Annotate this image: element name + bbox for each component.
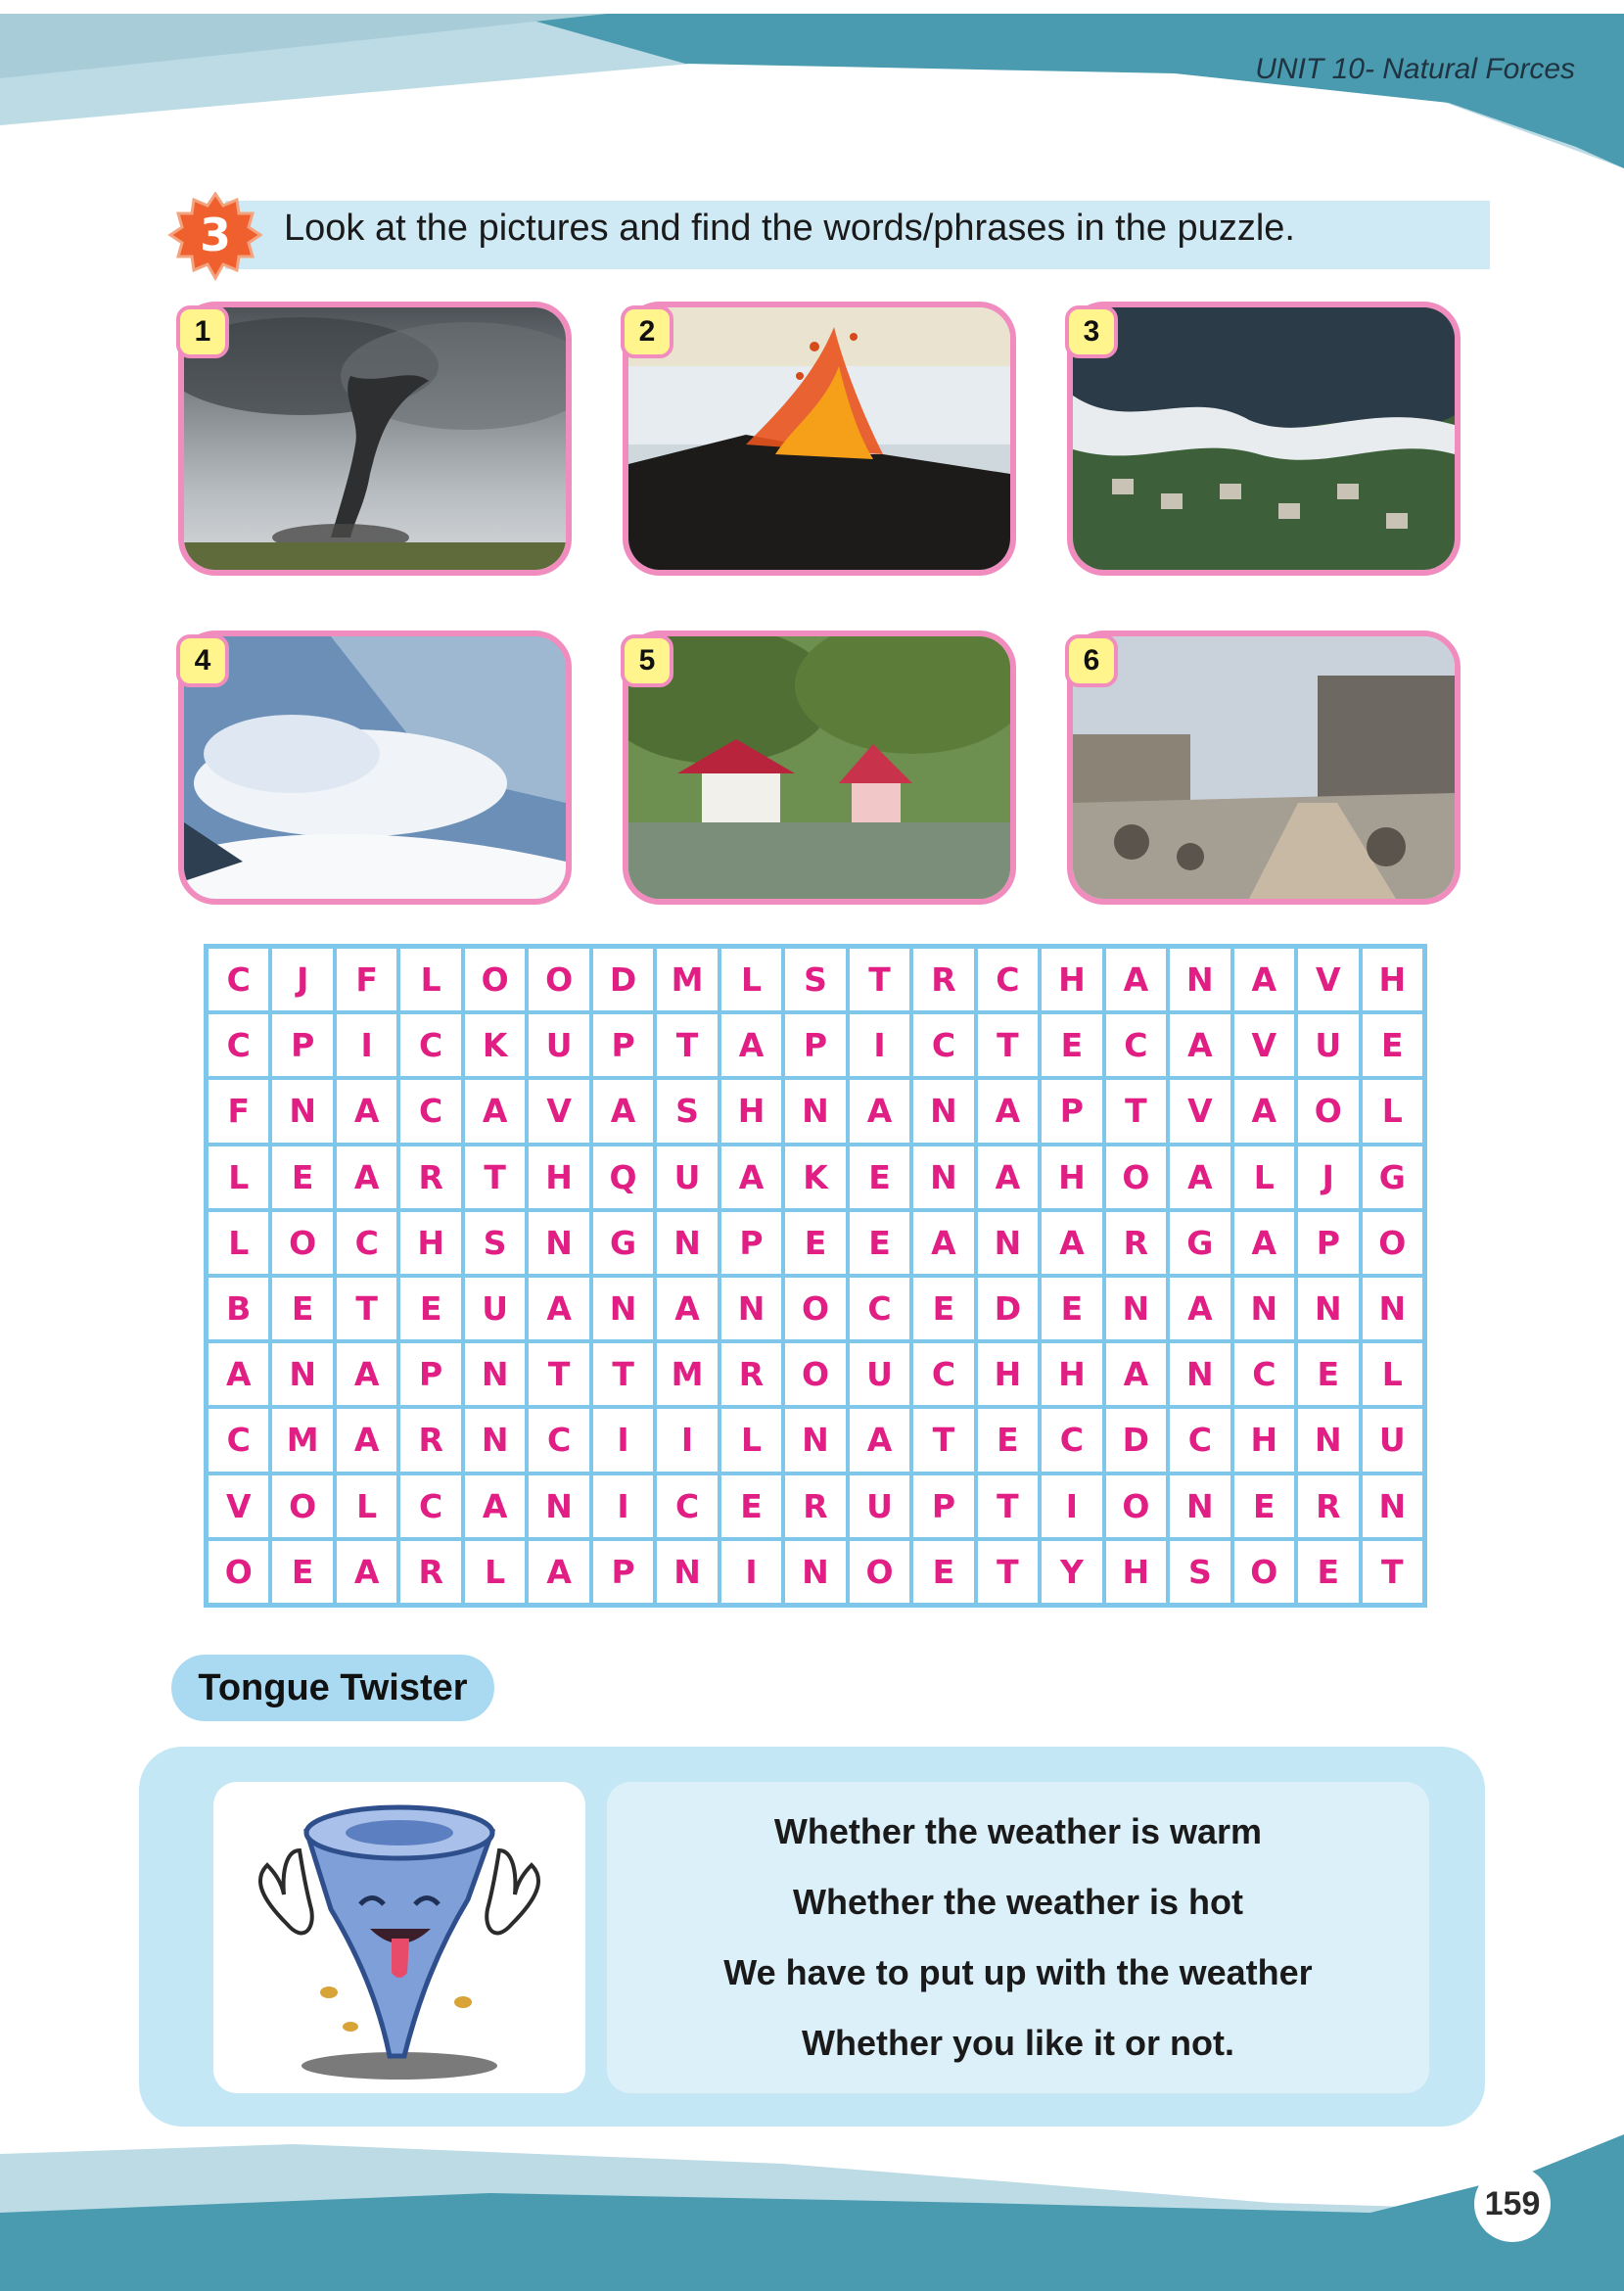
puzzle-cell: C (911, 1341, 975, 1407)
puzzle-cell: H (1040, 1145, 1103, 1210)
puzzle-cell: G (1361, 1145, 1424, 1210)
puzzle-cell: R (398, 1145, 462, 1210)
puzzle-cell: I (591, 1473, 655, 1539)
puzzle-cell: P (1040, 1078, 1103, 1144)
puzzle-cell: T (655, 1012, 719, 1078)
puzzle-cell: E (1296, 1539, 1360, 1605)
puzzle-cell: V (527, 1078, 590, 1144)
puzzle-cell: G (1168, 1210, 1231, 1276)
puzzle-cell: H (1361, 947, 1424, 1012)
tongue-twister-line-3: We have to put up with the weather (723, 1952, 1313, 1992)
puzzle-cell: F (335, 947, 398, 1012)
puzzle-cell: A (335, 1407, 398, 1473)
puzzle-cell: H (398, 1210, 462, 1276)
puzzle-cell: N (719, 1276, 783, 1341)
puzzle-cell: U (1361, 1407, 1424, 1473)
puzzle-cell: O (463, 947, 527, 1012)
puzzle-cell: C (1232, 1341, 1296, 1407)
puzzle-cell: A (911, 1210, 975, 1276)
puzzle-cell: C (655, 1473, 719, 1539)
puzzle-cell: N (463, 1341, 527, 1407)
puzzle-cell: L (1232, 1145, 1296, 1210)
puzzle-cell: A (335, 1341, 398, 1407)
puzzle-cell: R (719, 1341, 783, 1407)
puzzle-cell: H (719, 1078, 783, 1144)
puzzle-cell: E (1361, 1012, 1424, 1078)
picture-number-1: 1 (176, 305, 229, 358)
puzzle-cell: R (398, 1407, 462, 1473)
puzzle-cell: C (398, 1012, 462, 1078)
puzzle-cell: N (270, 1341, 334, 1407)
puzzle-cell: A (1232, 1078, 1296, 1144)
puzzle-cell: N (976, 1210, 1040, 1276)
puzzle-cell: P (398, 1341, 462, 1407)
puzzle-cell: O (270, 1473, 334, 1539)
puzzle-cell: T (463, 1145, 527, 1210)
puzzle-cell: E (848, 1145, 911, 1210)
puzzle-cell: L (207, 1145, 270, 1210)
puzzle-cell: N (1168, 1473, 1231, 1539)
puzzle-cell: O (1104, 1473, 1168, 1539)
puzzle-cell: A (463, 1473, 527, 1539)
tornado-photo-icon (184, 307, 566, 570)
puzzle-cell: R (1104, 1210, 1168, 1276)
puzzle-cell: A (591, 1078, 655, 1144)
puzzle-cell: E (1040, 1276, 1103, 1341)
puzzle-cell: N (1168, 947, 1231, 1012)
puzzle-cell: R (398, 1539, 462, 1605)
puzzle-cell: H (1040, 947, 1103, 1012)
puzzle-cell: N (463, 1407, 527, 1473)
header-band (0, 0, 1624, 186)
puzzle-cell: N (655, 1539, 719, 1605)
puzzle-cell: E (1040, 1012, 1103, 1078)
puzzle-cell: N (1361, 1276, 1424, 1341)
puzzle-cell: M (655, 1341, 719, 1407)
puzzle-cell: C (911, 1012, 975, 1078)
puzzle-cell: U (848, 1473, 911, 1539)
puzzle-cell: A (1168, 1145, 1231, 1210)
puzzle-cell: C (976, 947, 1040, 1012)
puzzle-cell: A (335, 1145, 398, 1210)
tongue-twister-line-2: Whether the weather is hot (792, 1882, 1244, 1922)
puzzle-cell: M (270, 1407, 334, 1473)
puzzle-cell: C (335, 1210, 398, 1276)
puzzle-cell: N (1104, 1276, 1168, 1341)
exercise-instruction: Look at the pictures and find the words/phrases in the puzzle. (284, 208, 1295, 249)
picture-4-card (178, 631, 572, 905)
puzzle-cell: R (783, 1473, 847, 1539)
puzzle-cell: O (1104, 1145, 1168, 1210)
puzzle-cell: N (655, 1210, 719, 1276)
puzzle-cell: C (848, 1276, 911, 1341)
puzzle-cell: Y (1040, 1539, 1103, 1605)
puzzle-cell: C (1104, 1012, 1168, 1078)
puzzle-cell: C (1168, 1407, 1231, 1473)
puzzle-cell: D (1104, 1407, 1168, 1473)
puzzle-cell: T (335, 1276, 398, 1341)
puzzle-cell: N (911, 1145, 975, 1210)
puzzle-cell: C (207, 1012, 270, 1078)
puzzle-cell: C (207, 947, 270, 1012)
puzzle-cell: L (1361, 1341, 1424, 1407)
puzzle-cell: L (207, 1210, 270, 1276)
puzzle-cell: V (1296, 947, 1360, 1012)
puzzle-grid (204, 944, 1427, 1608)
puzzle-cell: A (655, 1276, 719, 1341)
puzzle-cell: L (719, 1407, 783, 1473)
puzzle-cell: O (1361, 1210, 1424, 1276)
puzzle-cell: I (848, 1012, 911, 1078)
puzzle-cell: V (1168, 1078, 1231, 1144)
flood-photo-icon (628, 636, 1010, 899)
picture-5-card (623, 631, 1016, 905)
puzzle-cell: U (848, 1341, 911, 1407)
puzzle-cell: L (398, 947, 462, 1012)
puzzle-cell: A (1104, 947, 1168, 1012)
puzzle-cell: P (1296, 1210, 1360, 1276)
picture-number-4: 4 (176, 634, 229, 687)
puzzle-cell: R (1296, 1473, 1360, 1539)
puzzle-cell: P (719, 1210, 783, 1276)
puzzle-cell: A (1168, 1012, 1231, 1078)
puzzle-cell: F (207, 1078, 270, 1144)
puzzle-cell: N (527, 1473, 590, 1539)
puzzle-cell: V (1232, 1012, 1296, 1078)
puzzle-cell: O (783, 1276, 847, 1341)
puzzle-cell: N (783, 1407, 847, 1473)
puzzle-cell: N (527, 1210, 590, 1276)
puzzle-cell: Q (591, 1145, 655, 1210)
puzzle-cell: C (207, 1407, 270, 1473)
puzzle-cell: O (1296, 1078, 1360, 1144)
puzzle-cell: N (270, 1078, 334, 1144)
tongue-twister-label: Tongue Twister (171, 1655, 494, 1721)
puzzle-cell: T (911, 1407, 975, 1473)
avalanche-photo-icon (184, 636, 566, 899)
puzzle-cell: S (783, 947, 847, 1012)
page-number: 159 (1474, 2166, 1551, 2242)
puzzle-cell: I (591, 1407, 655, 1473)
puzzle-cell: K (783, 1145, 847, 1210)
exercise-number-badge (157, 192, 274, 284)
puzzle-cell: H (976, 1341, 1040, 1407)
puzzle-cell: L (463, 1539, 527, 1605)
puzzle-cell: P (591, 1539, 655, 1605)
picture-number-6: 6 (1065, 634, 1118, 687)
tornado-mascot-icon (213, 1782, 585, 2093)
puzzle-cell: A (1168, 1276, 1231, 1341)
puzzle-cell: T (1104, 1078, 1168, 1144)
puzzle-cell: O (207, 1539, 270, 1605)
puzzle-cell: T (1361, 1539, 1424, 1605)
puzzle-cell: P (270, 1012, 334, 1078)
puzzle-cell: T (591, 1341, 655, 1407)
puzzle-cell: O (527, 947, 590, 1012)
picture-2-card (623, 302, 1016, 576)
puzzle-cell: A (1104, 1341, 1168, 1407)
puzzle-cell: P (591, 1012, 655, 1078)
puzzle-cell: A (1232, 1210, 1296, 1276)
puzzle-cell: R (911, 947, 975, 1012)
puzzle-cell: H (1040, 1341, 1103, 1407)
puzzle-cell: N (911, 1078, 975, 1144)
puzzle-cell: A (1232, 947, 1296, 1012)
picture-number-3: 3 (1065, 305, 1118, 358)
tongue-twister-text-box (607, 1782, 1429, 2093)
puzzle-cell: L (719, 947, 783, 1012)
puzzle-cell: C (398, 1473, 462, 1539)
puzzle-cell: O (783, 1341, 847, 1407)
puzzle-cell: A (848, 1407, 911, 1473)
puzzle-cell: N (1168, 1341, 1231, 1407)
puzzle-cell: E (398, 1276, 462, 1341)
puzzle-cell: E (270, 1276, 334, 1341)
puzzle-cell: N (1296, 1407, 1360, 1473)
picture-1-card (178, 302, 572, 576)
puzzle-cell: H (527, 1145, 590, 1210)
puzzle-cell: C (527, 1407, 590, 1473)
puzzle-cell: S (655, 1078, 719, 1144)
puzzle-cell: U (527, 1012, 590, 1078)
puzzle-cell: T (527, 1341, 590, 1407)
puzzle-cell: N (783, 1539, 847, 1605)
puzzle-cell: V (207, 1473, 270, 1539)
puzzle-cell: N (591, 1276, 655, 1341)
word-search-puzzle (204, 944, 1427, 1608)
puzzle-cell: A (848, 1078, 911, 1144)
puzzle-cell: I (1040, 1473, 1103, 1539)
picture-6-card (1067, 631, 1461, 905)
tsunami-wave-photo-icon (1073, 307, 1455, 570)
puzzle-cell: I (655, 1407, 719, 1473)
puzzle-cell: J (1296, 1145, 1360, 1210)
puzzle-cell: H (1104, 1539, 1168, 1605)
puzzle-cell: A (527, 1539, 590, 1605)
exercise-number: 3 (199, 209, 232, 261)
puzzle-cell: U (1296, 1012, 1360, 1078)
puzzle-cell: E (783, 1210, 847, 1276)
puzzle-cell: C (1040, 1407, 1103, 1473)
volcano-eruption-photo-icon (628, 307, 1010, 570)
puzzle-cell: E (719, 1473, 783, 1539)
puzzle-cell: K (463, 1012, 527, 1078)
puzzle-cell: E (976, 1407, 1040, 1473)
tongue-twister-line-1: Whether the weather is warm (773, 1811, 1263, 1851)
puzzle-cell: E (1296, 1341, 1360, 1407)
puzzle-cell: S (1168, 1539, 1231, 1605)
puzzle-cell: M (655, 947, 719, 1012)
puzzle-cell: L (335, 1473, 398, 1539)
puzzle-cell: O (1232, 1539, 1296, 1605)
picture-number-2: 2 (621, 305, 673, 358)
puzzle-cell: O (848, 1539, 911, 1605)
picture-3-card (1067, 302, 1461, 576)
puzzle-cell: A (335, 1539, 398, 1605)
puzzle-cell: I (335, 1012, 398, 1078)
tongue-twister-line-4: Whether you like it or not. (801, 2023, 1235, 2063)
puzzle-cell: A (463, 1078, 527, 1144)
puzzle-cell: A (976, 1078, 1040, 1144)
tornado-mascot-card (213, 1782, 585, 2093)
puzzle-cell: B (207, 1276, 270, 1341)
puzzle-cell: A (1040, 1210, 1103, 1276)
puzzle-cell: A (719, 1145, 783, 1210)
puzzle-cell: E (911, 1539, 975, 1605)
puzzle-cell: N (1296, 1276, 1360, 1341)
puzzle-cell: D (976, 1276, 1040, 1341)
puzzle-cell: J (270, 947, 334, 1012)
puzzle-cell: O (270, 1210, 334, 1276)
puzzle-cell: P (783, 1012, 847, 1078)
puzzle-cell: T (976, 1473, 1040, 1539)
puzzle-cell: A (976, 1145, 1040, 1210)
puzzle-cell: E (848, 1210, 911, 1276)
puzzle-cell: N (1361, 1473, 1424, 1539)
puzzle-cell: L (1361, 1078, 1424, 1144)
puzzle-cell: N (1232, 1276, 1296, 1341)
puzzle-cell: A (719, 1012, 783, 1078)
unit-title: UNIT 10- Natural Forces (1255, 53, 1575, 85)
earthquake-ruins-photo-icon (1073, 636, 1455, 899)
puzzle-cell: A (207, 1341, 270, 1407)
footer-band (0, 2134, 1624, 2291)
puzzle-cell: N (783, 1078, 847, 1144)
picture-number-5: 5 (621, 634, 673, 687)
puzzle-cell: U (655, 1145, 719, 1210)
puzzle-cell: A (527, 1276, 590, 1341)
puzzle-cell: T (976, 1539, 1040, 1605)
puzzle-cell: T (976, 1012, 1040, 1078)
puzzle-cell: C (398, 1078, 462, 1144)
puzzle-cell: E (270, 1145, 334, 1210)
puzzle-cell: S (463, 1210, 527, 1276)
puzzle-cell: D (591, 947, 655, 1012)
puzzle-cell: T (848, 947, 911, 1012)
puzzle-cell: P (911, 1473, 975, 1539)
puzzle-cell: H (1232, 1407, 1296, 1473)
puzzle-cell: A (335, 1078, 398, 1144)
puzzle-cell: I (719, 1539, 783, 1605)
puzzle-cell: E (911, 1276, 975, 1341)
puzzle-cell: E (270, 1539, 334, 1605)
puzzle-cell: G (591, 1210, 655, 1276)
puzzle-cell: E (1232, 1473, 1296, 1539)
puzzle-cell: U (463, 1276, 527, 1341)
